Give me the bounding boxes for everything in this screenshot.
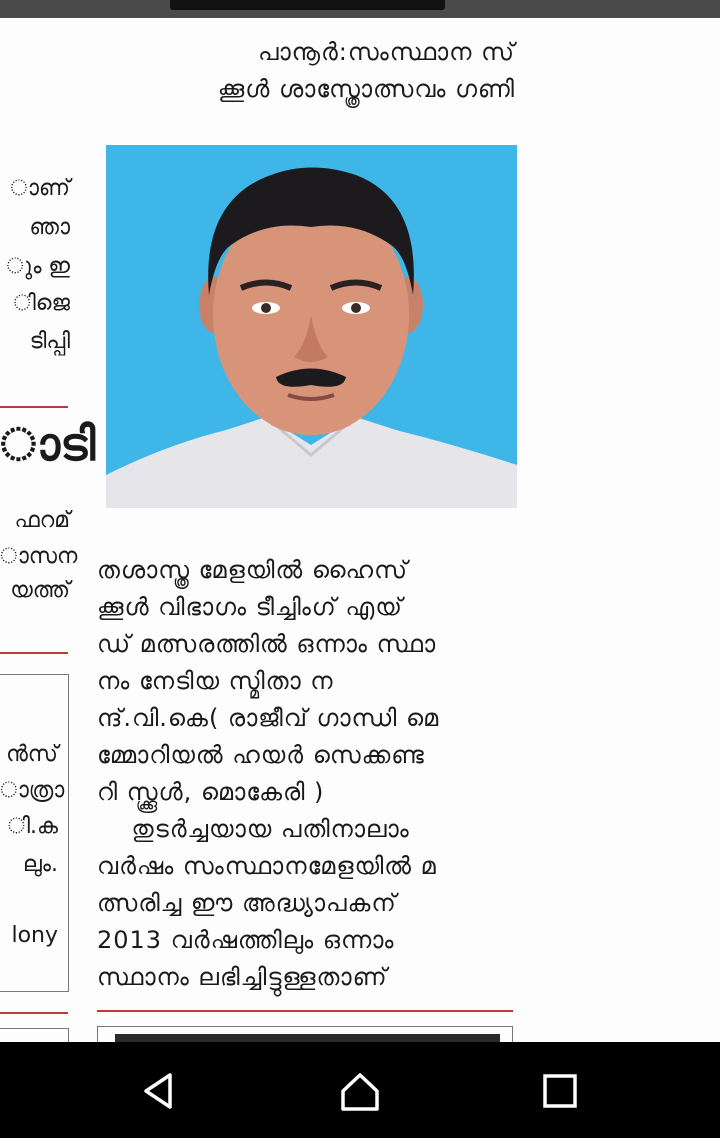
next-box-right	[512, 1026, 513, 1042]
left-fragment: ടിപ്പി	[29, 329, 70, 354]
box-border-bottom	[0, 991, 69, 992]
left-fragment: ഞാ	[29, 215, 70, 240]
next-box-top	[97, 1026, 513, 1027]
left-fragment: യത്ത്	[10, 578, 70, 603]
left-red-rule-3	[0, 1012, 68, 1014]
next-box-left	[97, 1026, 98, 1042]
left-box-fragment: ലും.	[22, 852, 58, 877]
left-fragment: ും ഇ	[6, 254, 70, 279]
back-button[interactable]	[133, 1064, 187, 1118]
page-top-band	[0, 0, 720, 18]
left-fragment: ാണ്	[10, 176, 70, 201]
body-line: ക്കൂൾ വിഭാഗം ടീച്ചിംഗ് എയ്	[97, 593, 403, 621]
lead-line: ക്കൂൾ ശാസ്ത്രോത്സവം ഗണി	[217, 75, 515, 103]
left-box-fragment: ൻസ്	[5, 742, 58, 767]
body-line: 2013 വർഷത്തിലും ഒന്നാം	[97, 926, 395, 954]
body-line: മ്മോറിയൽ ഹയർ സെക്കണ്ട	[97, 741, 425, 769]
box-border-top-2	[0, 1028, 69, 1029]
portrait-illustration	[106, 145, 517, 508]
left-box-fragment: ാത്രാ	[0, 778, 65, 803]
body-line: വർഷം സംസ്ഥാനമേളയിൽ മ	[97, 852, 437, 880]
body-line: നം നേടിയ സ്മിതാ ന	[97, 667, 334, 695]
left-red-rule	[0, 406, 68, 408]
cropped-headline	[170, 0, 445, 10]
next-headline-cropped	[115, 1034, 500, 1042]
recents-button[interactable]	[533, 1064, 587, 1118]
body-line: ന്ദ്.വി.കെ( രാജീവ് ഗാന്ധി മെ	[97, 704, 440, 732]
left-fragment: ഫറമ്	[14, 508, 70, 533]
body-line: തുടർച്ചയായ പതിനാലാം	[97, 815, 410, 843]
article-lead	[97, 34, 515, 108]
body-line: സ്ഥാനം ലഭിച്ചിട്ടുള്ളതാണ്	[97, 963, 388, 991]
left-box-fragment: ി.ക	[7, 814, 58, 839]
back-triangle-icon	[140, 1071, 180, 1111]
recents-square-icon	[542, 1073, 578, 1109]
body-line: തശാസ്ത്ര മേളയിൽ ഹൈസ്	[97, 556, 408, 584]
left-fragment: ാസന	[0, 544, 78, 569]
home-button[interactable]	[333, 1064, 387, 1118]
navigation-bar	[0, 1042, 720, 1138]
article-body	[97, 552, 515, 996]
portrait-photo	[106, 145, 517, 508]
left-headline-fragment: ാടി	[0, 417, 96, 471]
body-line: റി സ്ക്കൂൾ, മൊകേരി )	[97, 778, 325, 806]
box-border-right	[68, 674, 69, 992]
article-bottom-rule	[97, 1010, 513, 1012]
body-line: ത്സരിച്ച ഈ അദ്ധ്യാപകന്	[97, 889, 397, 917]
left-column	[0, 0, 96, 1040]
left-box-fragment: lony	[11, 923, 58, 948]
body-line: ഡ് മത്സരത്തിൽ ഒന്നാം സ്ഥാ	[97, 630, 437, 658]
left-fragment: ിജെ	[13, 291, 70, 316]
lead-line: പാനൂർ:സംസ്ഥാന സ്	[257, 38, 515, 66]
box-border-right-2	[68, 1028, 69, 1042]
home-icon	[338, 1069, 382, 1113]
left-red-rule-2	[0, 652, 68, 654]
box-border-top	[0, 674, 69, 675]
